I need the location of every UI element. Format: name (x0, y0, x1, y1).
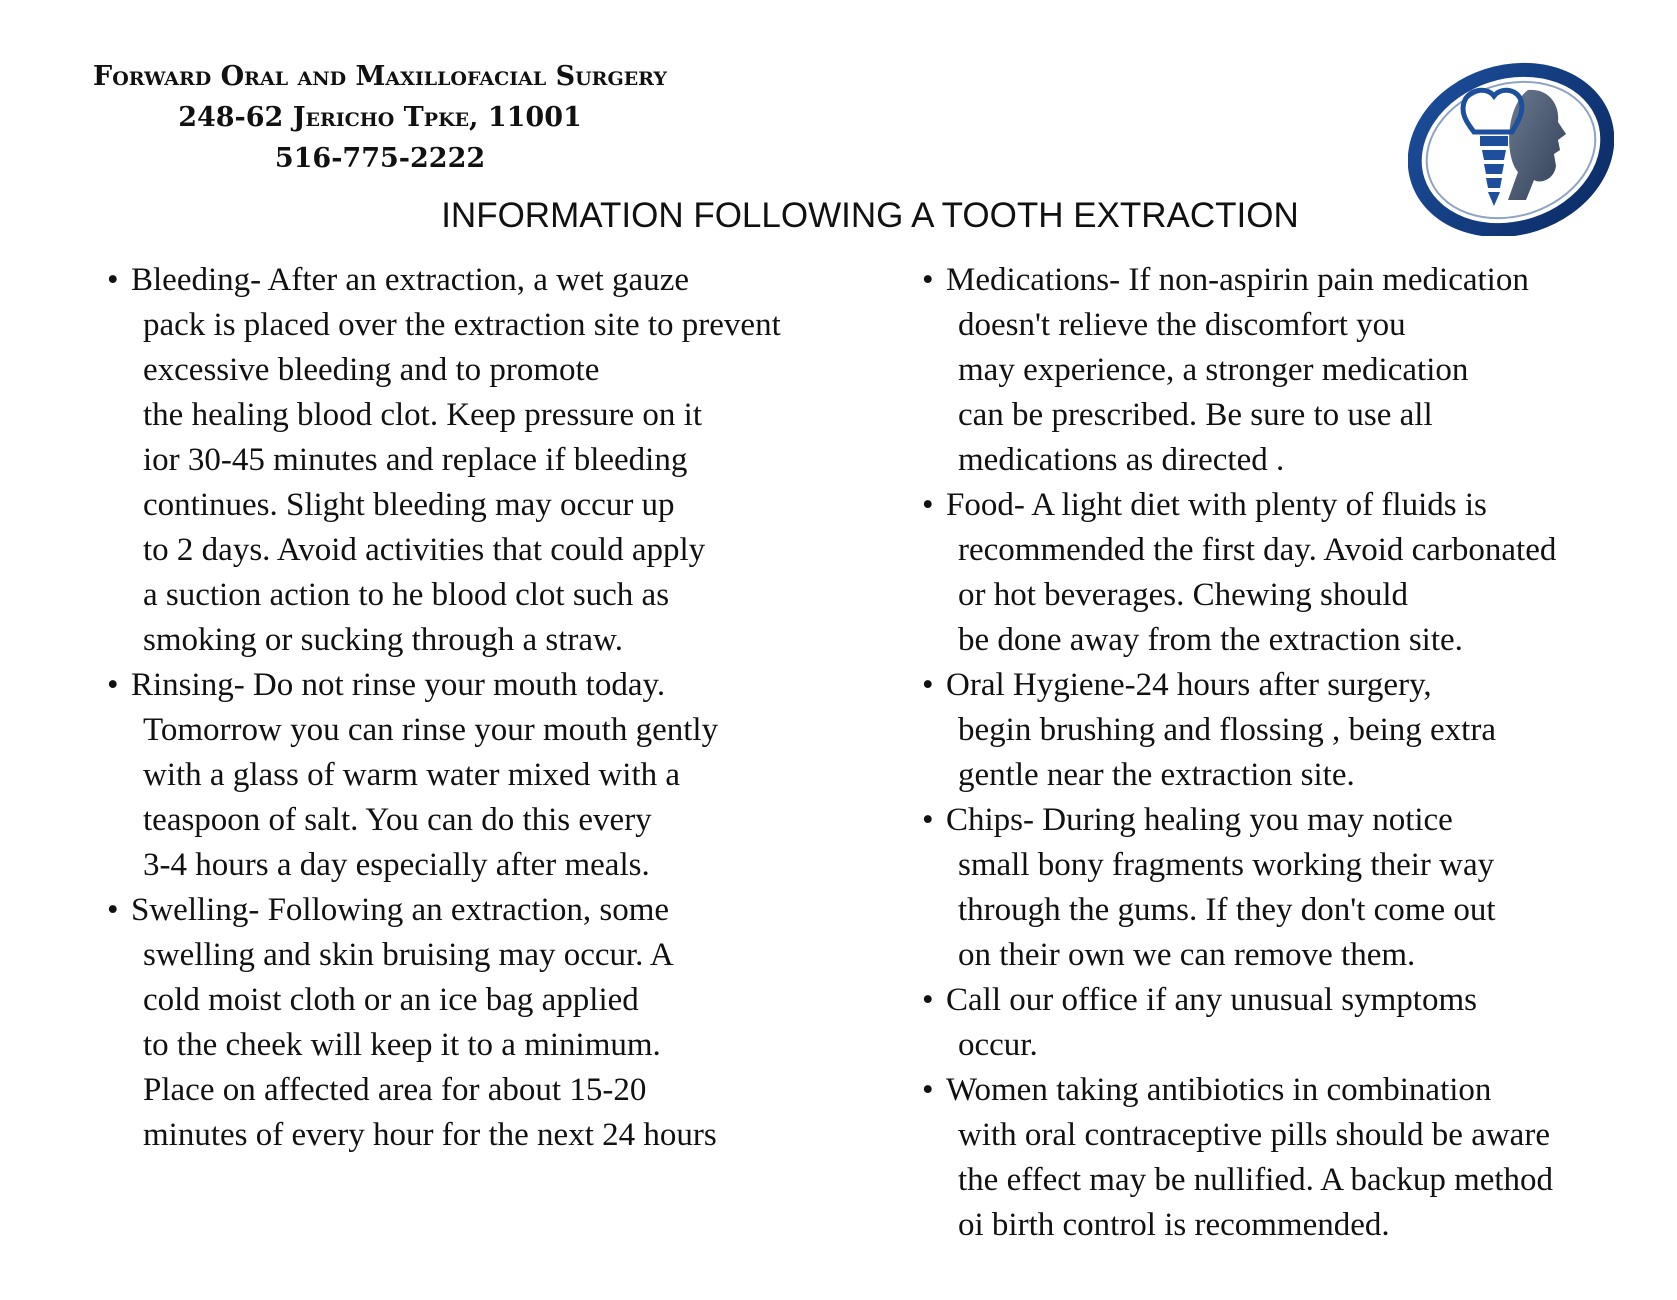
bleeding-line-4: the healing blood clot. Keep pressure on it (143, 397, 703, 433)
bleeding-line-5: ior 30-45 minutes and replace if bleeding (143, 442, 688, 478)
oral-hygiene-section: • Oral Hygiene-24 hours after surgery, begin brushing and flossing , being extra gentle near the extraction site. (922, 663, 1662, 798)
swelling-line-6: minutes of every hour for the next 24 hours (143, 1117, 717, 1153)
rinsing-line-3: with a glass of warm water mixed with a (143, 757, 681, 793)
swelling-line-1: Swelling- Following an extraction, some (131, 892, 670, 928)
bleeding-line-9: smoking or sucking through a straw. (143, 622, 623, 658)
right-column (922, 258, 1662, 1248)
chips-line-1: Chips- During healing you may notice (946, 802, 1453, 838)
bleeding-line-1: Bleeding- After an extraction, a wet gauze (131, 262, 690, 298)
swelling-section: • Swelling- Following an extraction, some swelling and skin bruising may occur. A cold moist cloth or an ice bag applied to the cheek will keep it to a minimum. Place on affected area for about 15-20 minutes of every hour for the next 24 hours (107, 888, 887, 1158)
oral-hygiene-line-3: gentle near the extraction site. (958, 757, 1355, 793)
medications-line-4: can be prescribed. Be sure to use all (958, 397, 1433, 433)
antibiotics-line-2: with oral contraceptive pills should be aware (958, 1117, 1550, 1153)
antibiotics-section: • Women taking antibiotics in combination with oral contraceptive pills should be aware the effect may be nullified. A backup method oi birth control is recommended. (922, 1068, 1662, 1248)
food-line-2: recommended the first day. Avoid carbonated (958, 532, 1557, 568)
food-line-4: be done away from the extraction site. (958, 622, 1463, 658)
bleeding-line-6: continues. Slight bleeding may occur up (143, 487, 675, 523)
page-title: INFORMATION FOLLOWING A TOOTH EXTRACTION (441, 196, 1299, 235)
rinsing-section: • Rinsing- Do not rinse your mouth today. Tomorrow you can rinse your mouth gently with a glass of warm water mixed with a teaspoon of salt. You can do this every 3-4 hours a day especially after meals. (107, 663, 887, 888)
oral-hygiene-line-1: Oral Hygiene-24 hours after surgery, (946, 667, 1432, 703)
chips-line-3: through the gums. If they don't come out (958, 892, 1496, 928)
practice-address: 248-62 Jericho Tpke, 11001 (178, 102, 582, 133)
chips-line-2: small bony fragments working their way (958, 847, 1495, 883)
bleeding-line-8: a suction action to he blood clot such as (143, 577, 670, 613)
bleeding-section: • Bleeding- After an extraction, a wet gauze pack is placed over the extraction site to prevent excessive bleeding and to promote the healing blood clot. Keep pressure on it ior 30-45 minutes and replace if bleeding continues. Slight bleeding may occur up to 2 days. Avoid activities that could apply a suction action to he blood clot such as smoking or sucking through a straw. (107, 258, 887, 663)
rinsing-line-2: Tomorrow you can rinse your mouth gently (143, 712, 719, 748)
medications-line-3: may experience, a stronger medication (958, 352, 1469, 388)
rinsing-line-1: Rinsing- Do not rinse your mouth today. (131, 667, 666, 703)
rinsing-line-4: teaspoon of salt. You can do this every (143, 802, 652, 838)
swelling-line-2: swelling and skin bruising may occur. A (143, 937, 674, 973)
bleeding-line-7: to 2 days. Avoid activities that could apply (143, 532, 706, 568)
practice-name: Forward Oral and Maxillofacial Surgery (93, 61, 667, 92)
left-column (107, 258, 887, 1158)
call-office-section: • Call our office if any unusual symptoms occur. (922, 978, 1662, 1068)
medications-line-2: doesn't relieve the discomfort you (958, 307, 1406, 343)
food-line-3: or hot beverages. Chewing should (958, 577, 1408, 613)
food-line-1: Food- A light diet with plenty of fluids is (946, 487, 1487, 523)
medications-section: • Medications- If non-aspirin pain medication doesn't relieve the discomfort you may experience, a stronger medication can be prescribed. Be sure to use all medications as directed . (922, 258, 1662, 483)
swelling-line-3: cold moist cloth or an ice bag applied (143, 982, 639, 1018)
letterhead (40, 56, 720, 179)
antibiotics-line-1: Women taking antibiotics in combination (946, 1072, 1492, 1108)
practice-phone: 516-775-2222 (274, 143, 486, 174)
medications-line-5: medications as directed . (958, 442, 1285, 478)
bleeding-line-2: pack is placed over the extraction site to prevent (143, 307, 781, 343)
antibiotics-line-4: oi birth control is recommended. (958, 1207, 1390, 1243)
call-office-line-2: occur. (958, 1027, 1038, 1063)
oral-hygiene-line-2: begin brushing and flossing , being extra (958, 712, 1496, 748)
chips-section: • Chips- During healing you may notice small bony fragments working their way through the gums. If they don't come out on their own we can remove them. (922, 798, 1662, 978)
call-office-line-1: Call our office if any unusual symptoms (946, 982, 1477, 1018)
chips-line-4: on their own we can remove them. (958, 937, 1416, 973)
swelling-line-4: to the cheek will keep it to a minimum. (143, 1027, 661, 1063)
antibiotics-line-3: the effect may be nullified. A backup method (958, 1162, 1554, 1198)
swelling-line-5: Place on affected area for about 15-20 (143, 1072, 647, 1108)
food-section: • Food- A light diet with plenty of fluids is recommended the first day. Avoid carbonated or hot beverages. Chewing should be done away from the extraction site. (922, 483, 1662, 663)
bleeding-line-3: excessive bleeding and to promote (143, 352, 600, 388)
medications-line-1: Medications- If non-aspirin pain medication (946, 262, 1529, 298)
rinsing-line-5: 3-4 hours a day especially after meals. (143, 847, 650, 883)
